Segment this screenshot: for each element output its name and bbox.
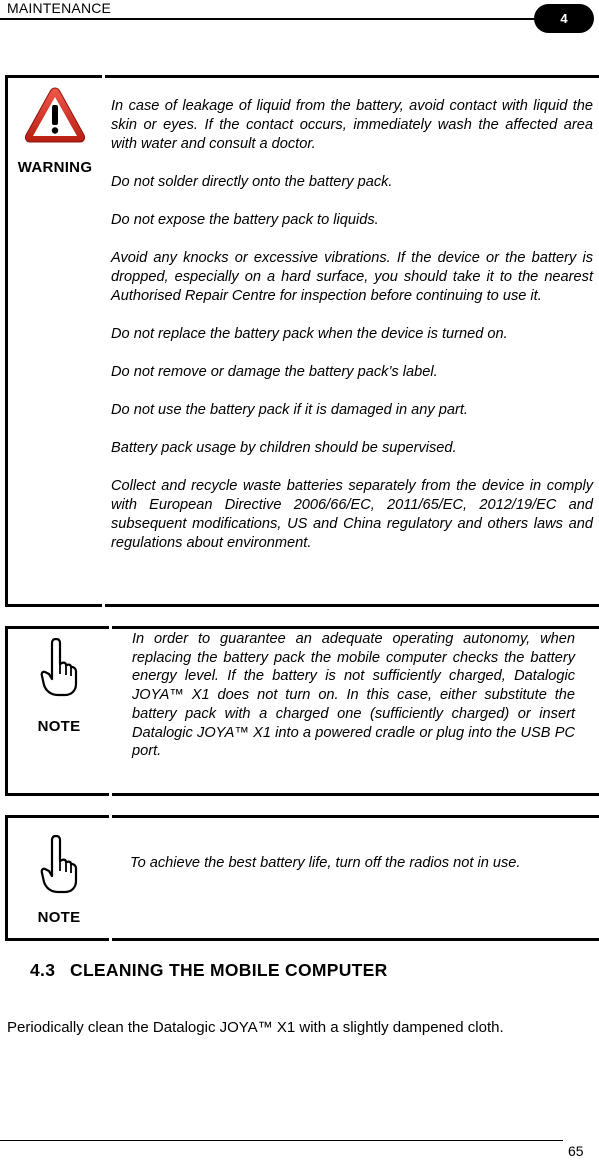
header-rule <box>0 18 540 20</box>
section-heading <box>30 960 388 981</box>
warning-text <box>111 97 593 553</box>
warning-paragraph: Do not expose the battery pack to liquids. <box>111 212 379 228</box>
page-number: 65 <box>568 1143 584 1159</box>
chapter-badge: 4 <box>534 4 594 33</box>
warning-paragraph: Battery pack usage by children should be supervised. <box>111 440 457 456</box>
pointing-hand-icon <box>39 833 79 895</box>
warning-sidebar <box>5 85 105 176</box>
running-header-title: MAINTENANCE <box>7 0 112 16</box>
note-text: To achieve the best battery life, turn off the radios not in use. <box>130 855 521 871</box>
warning-paragraph: Do not solder directly onto the battery pack. <box>111 174 393 190</box>
note-sidebar <box>5 833 113 926</box>
warning-paragraph: Collect and recycle waste batteries separately from the device in comply with European Directive 2006/66/EC, 2011/65/EC, 2012/19/EC and subsequent modifications, US and China regulatory and others laws and regulations about environment. <box>111 478 593 551</box>
warning-paragraph: Avoid any knocks or excessive vibrations. If the device or the battery is dropped, especially on a hard surface, you should take it to the nearest Authorised Repair Centre for inspection before continuing to use it. <box>111 250 593 304</box>
warning-paragraph: Do not use the battery pack if it is damaged in any part. <box>111 402 468 418</box>
warning-box <box>5 75 599 607</box>
pointing-hand-icon <box>39 636 79 698</box>
note-sidebar <box>5 636 113 735</box>
section-title: CLEANING THE MOBILE COMPUTER <box>70 960 388 980</box>
note-label: NOTE <box>37 909 81 926</box>
note-box <box>5 815 599 941</box>
warning-paragraph: Do not remove or damage the battery pack’s label. <box>111 364 438 380</box>
note-text: In order to guarantee an adequate operating autonomy, when replacing the battery pack the mobile computer checks the battery energy level. If the battery is not sufficiently charged, Datalogic JOYA™ X1 does not turn on. In this case, either substitute the battery pack with a charged one (sufficiently charged) or insert Datalogic JOYA™ X1 into a powered cradle or plug into the USB PC port. <box>132 631 575 760</box>
warning-paragraph: In case of leakage of liquid from the battery, avoid contact with liquid the skin or eyes. If the contact occurs, immediately wash the affected area with water and consult a doctor. <box>111 98 593 152</box>
section-number: 4.3 <box>30 960 56 980</box>
note-box <box>5 626 599 796</box>
body-paragraph: Periodically clean the Datalogic JOYA™ X1 with a slightly dampened cloth. <box>7 1019 504 1036</box>
note-label: NOTE <box>37 718 81 735</box>
footer-rule <box>0 1140 563 1141</box>
warning-triangle-icon <box>23 85 87 145</box>
warning-paragraph: Do not replace the battery pack when the device is turned on. <box>111 326 508 342</box>
warning-label: WARNING <box>17 159 93 176</box>
